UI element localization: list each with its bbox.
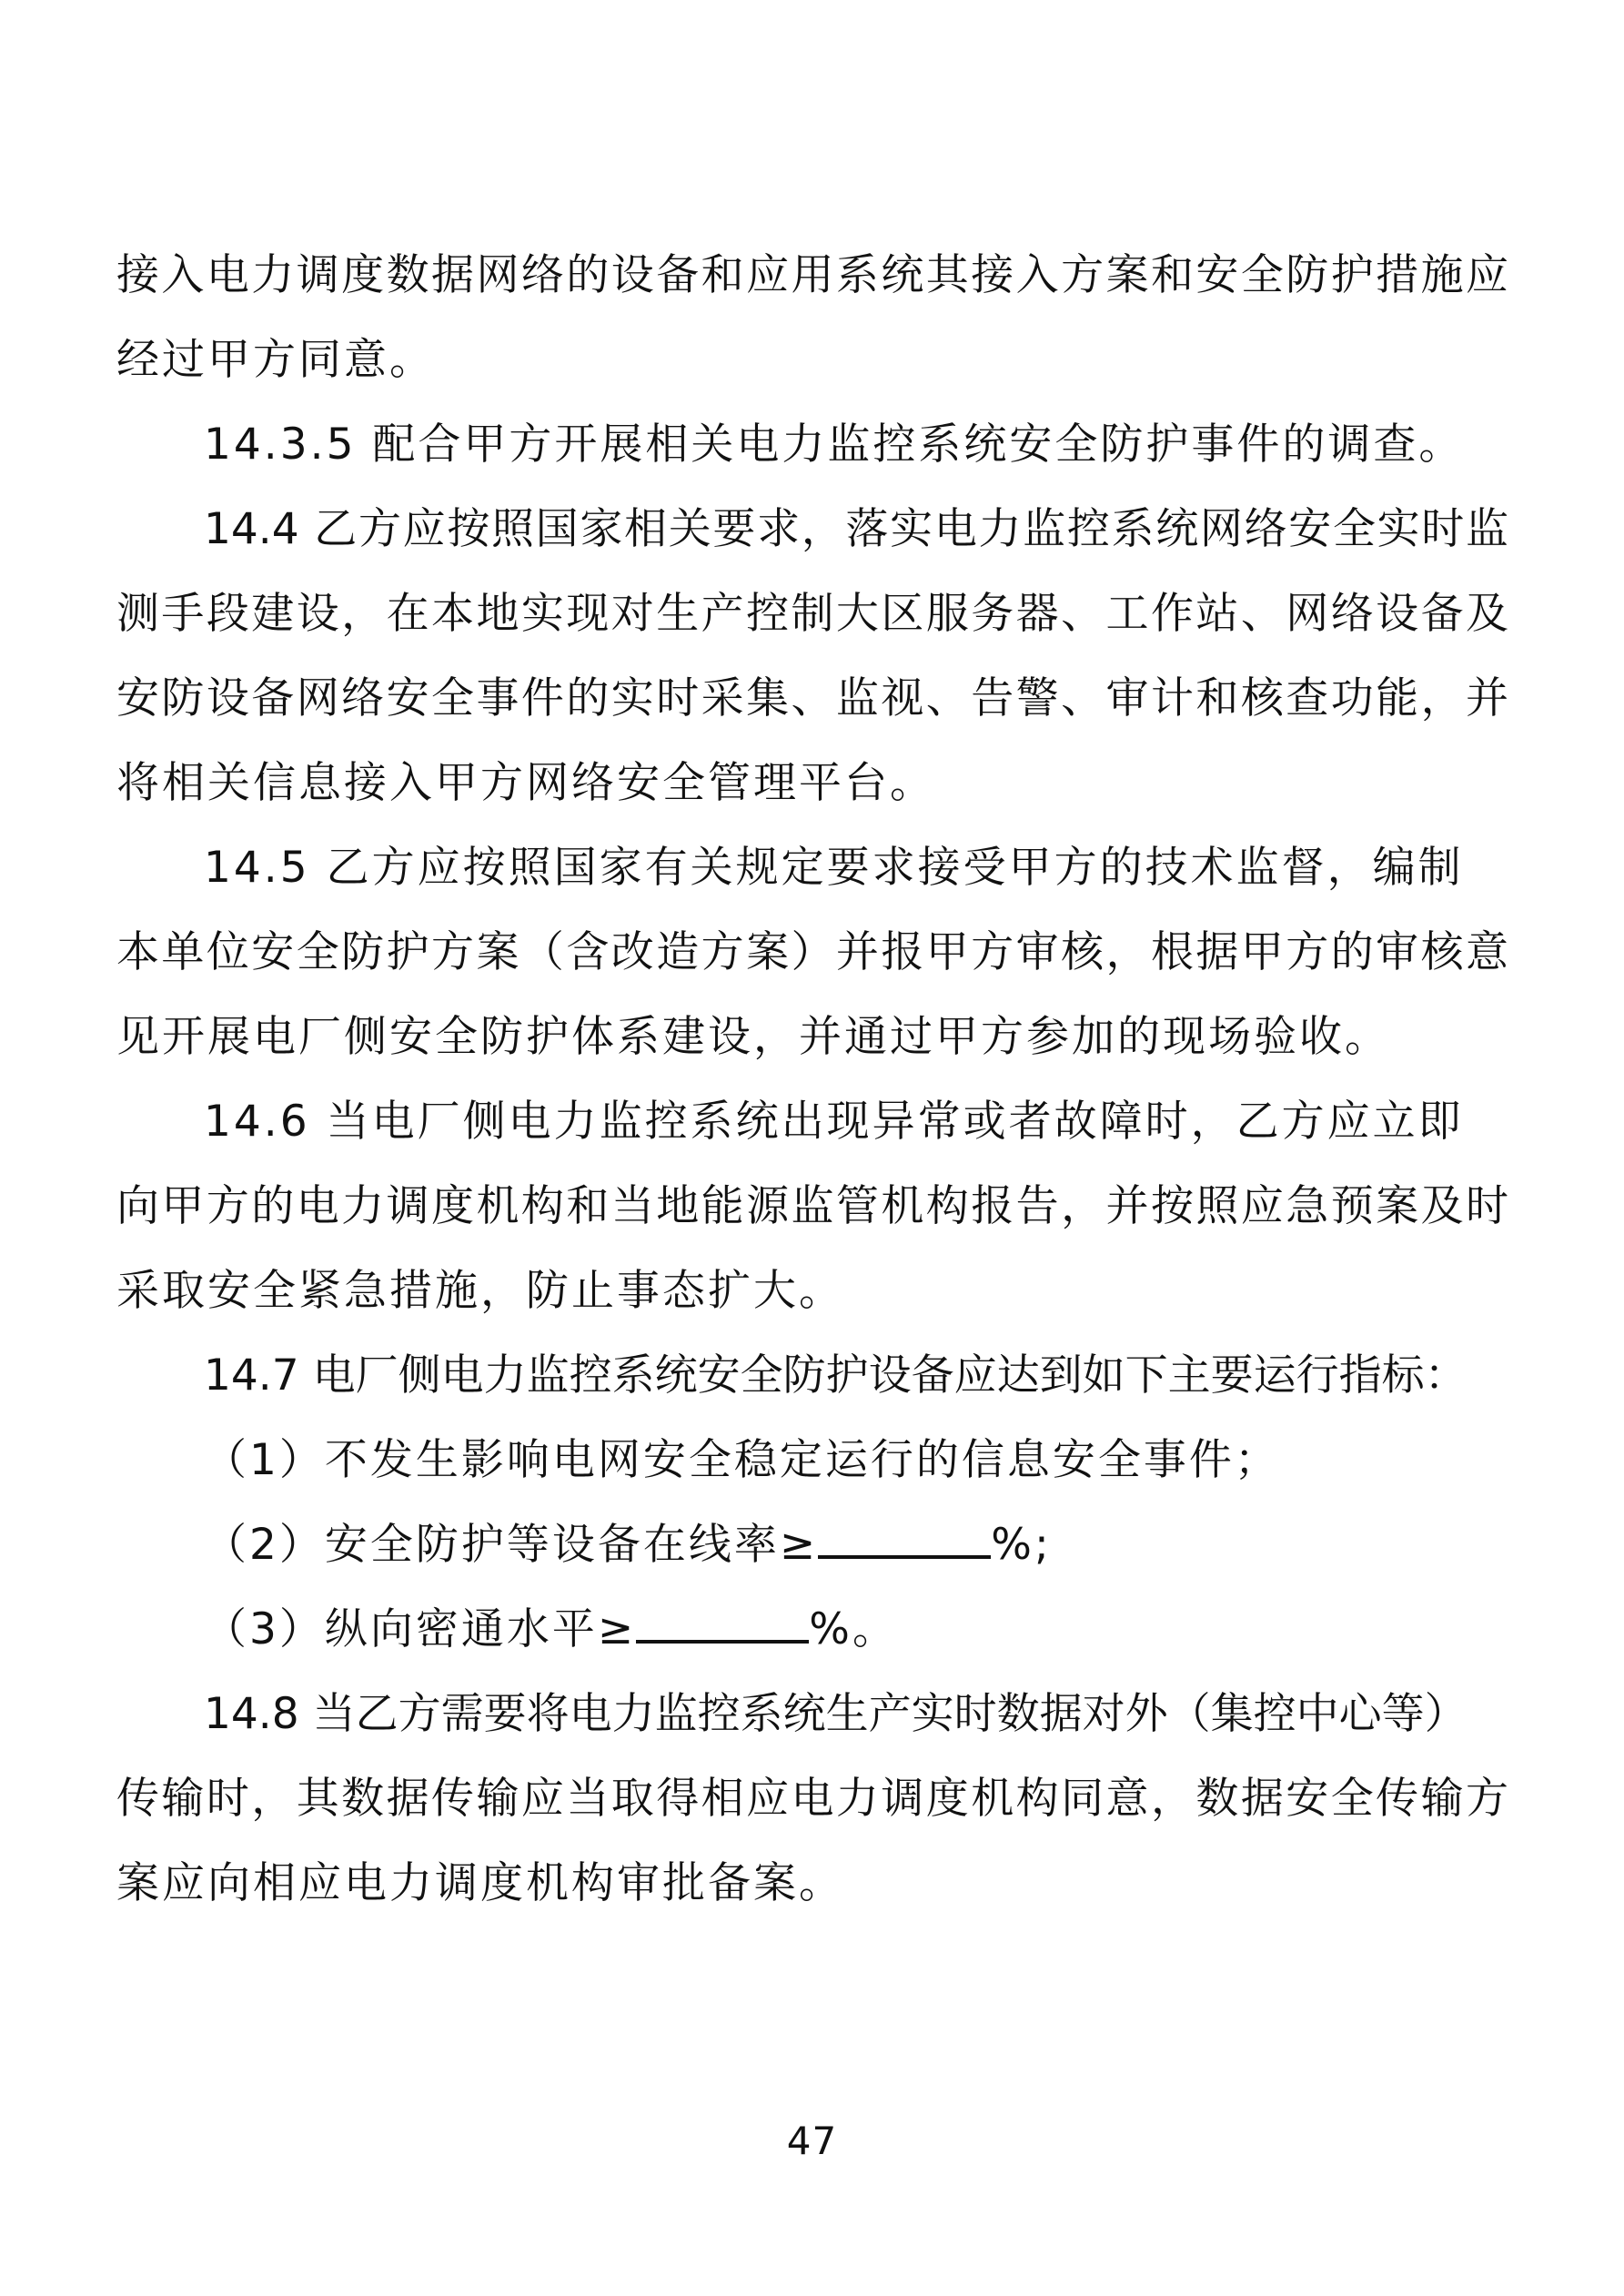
clause-14-7-line: 14.7 电厂侧电力监控系统安全防护设备应达到如下主要运行指标： — [204, 1350, 1468, 1401]
indicator-item-3-suffix: %。 — [809, 1604, 898, 1654]
paragraph-continuation-line: 接入电力调度数据网络的设备和应用系统其接入方案和安全防护措施应 — [116, 250, 1508, 300]
clause-14-6-line: 14.6 当电厂侧电力监控系统出现异常或者故障时，乙方应立即 — [204, 1097, 1464, 1147]
clause-14-5-line: 本单位安全防护方案（含改造方案）并报甲方审核，根据甲方的审核意 — [116, 927, 1508, 977]
text-block — [116, 233, 1508, 1926]
clause-14-5-line: 见开展电厂侧安全防护体系建设，并通过甲方参加的现场验收。 — [116, 1012, 1390, 1062]
fill-in-blank — [818, 1510, 991, 1559]
indicator-item-3-text: （3）纵向密通水平≥ — [204, 1604, 637, 1654]
indicator-item-1-line: （1）不发生影响电网安全稳定运行的信息安全事件； — [204, 1435, 1280, 1485]
indicator-item-3-line — [116, 1587, 1508, 1672]
fill-in-blank — [636, 1594, 809, 1644]
clause-14-6-line: 向甲方的电力调度机构和当地能源监管机构报告，并按照应急预案及时 — [116, 1181, 1508, 1231]
indicator-item-2-line — [116, 1502, 1508, 1587]
paragraph-continuation-line: 经过甲方同意。 — [116, 335, 435, 385]
page-number: 47 — [786, 2119, 838, 2163]
clause-14-8-line: 案应向相应电力调度机构审批备案。 — [116, 1858, 844, 1908]
clause-14-5-line: 14.5 乙方应按照国家有关规定要求接受甲方的技术监督，编制 — [204, 843, 1464, 893]
indicator-item-2-suffix: %; — [991, 1520, 1052, 1570]
clause-14-6-line: 采取安全紧急措施，防止事态扩大。 — [116, 1266, 844, 1316]
indicator-item-2-text: （2）安全防护等设备在线率≥ — [204, 1520, 819, 1570]
clause-14-4-line: 安防设备网络安全事件的实时采集、监视、告警、审计和核查功能，并 — [116, 673, 1508, 723]
clause-14-4-line: 14.4 乙方应按照国家相关要求，落实电力监控系统网络安全实时监 — [204, 504, 1508, 554]
clause-14-3-5-line: 14.3.5 配合甲方开展相关电力监控系统安全防护事件的调查。 — [204, 420, 1465, 470]
clause-14-8-line: 14.8 当乙方需要将电力监控系统生产实时数据对外（集控中心等） — [204, 1689, 1468, 1739]
clause-14-4-line: 测手段建设，在本地实现对生产控制大区服务器、工作站、网络设备及 — [116, 589, 1508, 639]
clause-14-4-line: 将相关信息接入甲方网络安全管理平台。 — [116, 758, 935, 808]
clause-14-8-line: 传输时，其数据传输应当取得相应电力调度机构同意，数据安全传输方 — [116, 1774, 1508, 1824]
